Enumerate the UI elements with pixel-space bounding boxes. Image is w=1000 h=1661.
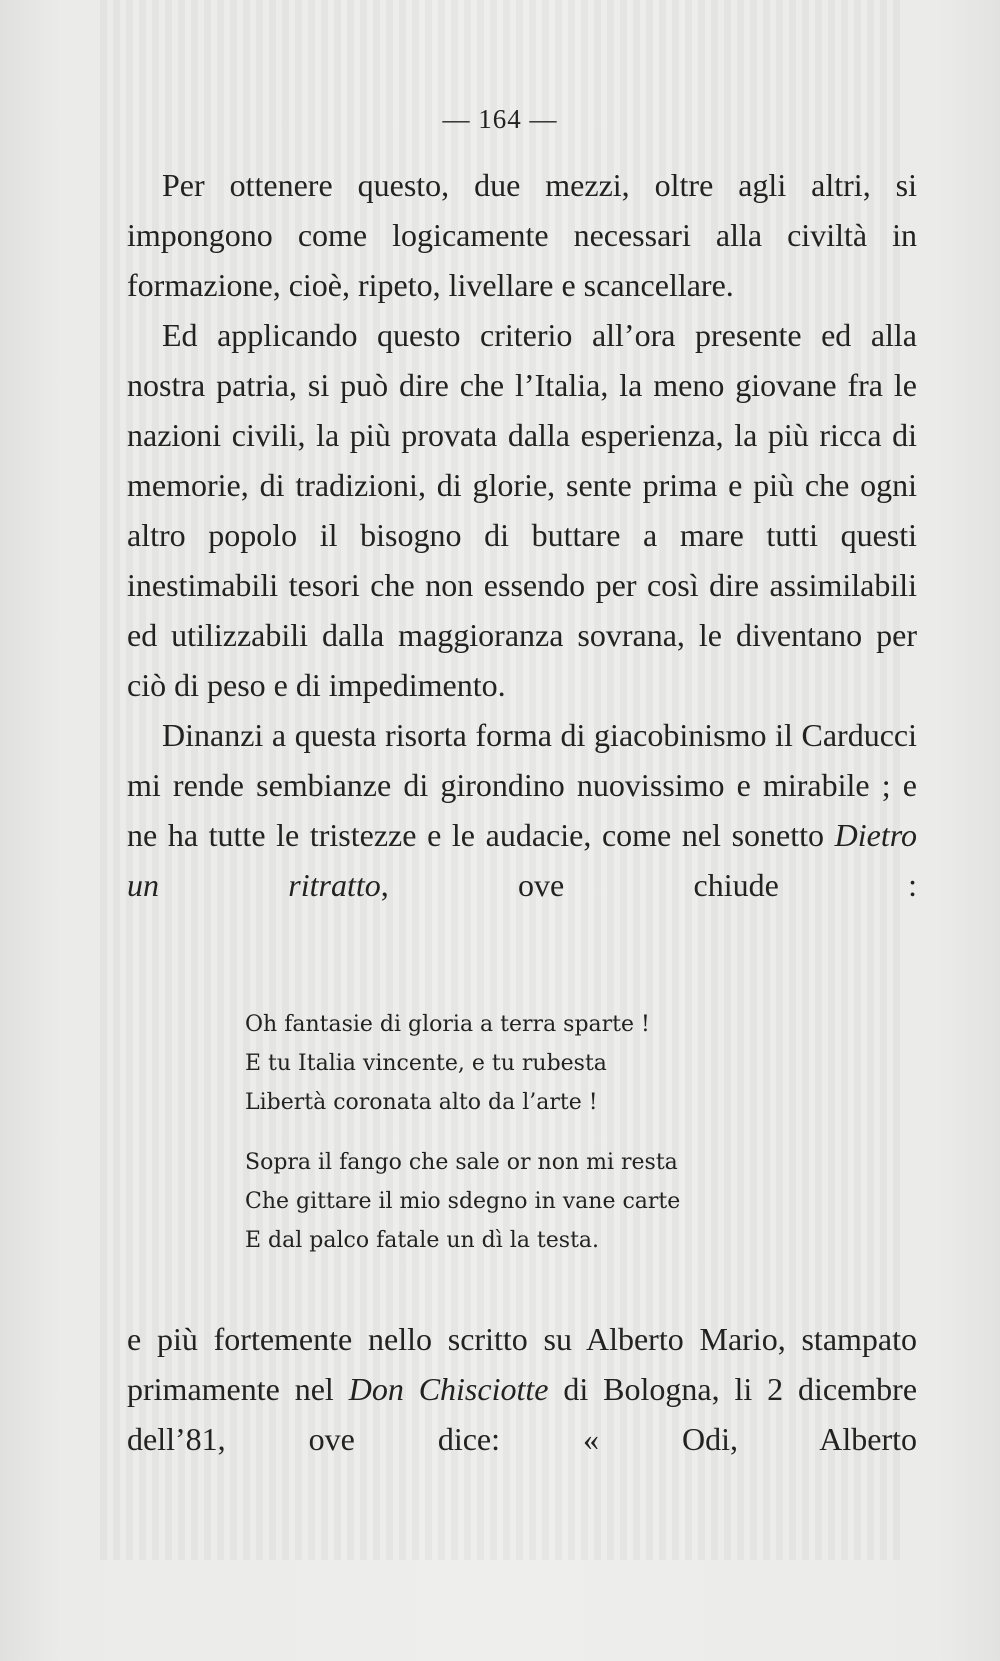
sonnet-title: Dietro un ritratto <box>127 817 918 903</box>
verse-line: Libertà coronata alto da l’arte ! <box>245 1090 598 1115</box>
verse-line: E dal palco fatale un dì la testa. <box>245 1228 600 1253</box>
paragraph-3-end: , ove chiude : <box>380 867 918 903</box>
verse-line: E tu Italia vincente, e tu rubesta <box>245 1051 607 1076</box>
stanza-2 <box>245 1143 680 1260</box>
paragraph-3 <box>127 710 917 910</box>
paragraph-2: Ed applicando questo criterio all’ora presente ed alla nostra patria, si può dire che l’Italia, la meno giovane fra le nazioni civili, la più provata dalla esperienza, la più ricca di memorie, di tradizioni, di glorie, sente prima e più che ogni altro popolo il bisogno di buttare a mare tutti questi inestimabili tesori che non essendo per così dire assimilabili ed utilizzabili dalla maggioranza sovrana, le diventano per ciò di peso e di impedimento. <box>127 317 917 703</box>
sonnet-quote <box>245 1005 680 1281</box>
paragraph-3-text: Dinanzi a questa risorta forma di giacobinismo il Carducci mi rende sembianze di girondino nuovissimo e mirabile ; e ne ha tutte le tristezze e le audacie, come nel sonetto <box>127 717 917 853</box>
main-text-top <box>127 160 917 910</box>
page-number: — 164 — <box>442 104 558 134</box>
paragraph-4 <box>127 1314 917 1464</box>
main-text-bottom <box>127 1314 917 1464</box>
newspaper-title: Don Chisciotte <box>348 1371 549 1407</box>
verse-line: Sopra il fango che sale or non mi resta <box>245 1150 678 1175</box>
stanza-1 <box>245 1005 680 1122</box>
paragraph-1: Per ottenere questo, due mezzi, oltre agli altri, si impongono come logicamente necessari alla civiltà in formazione, cioè, ripeto, livellare e scancellare. <box>127 167 917 303</box>
verse-line: Che gittare il mio sdegno in vane carte <box>245 1189 681 1214</box>
paragraph-4-text: e più fortemente nello scritto su Alberto Mario, stampato primamente nel <box>127 1321 917 1407</box>
paragraph-4-end: di Bologna, li 2 dicembre dell’81, ove dice: « Odi, Alberto <box>127 1371 918 1457</box>
verse-line: Oh fantasie di gloria a terra sparte ! <box>245 1012 650 1037</box>
